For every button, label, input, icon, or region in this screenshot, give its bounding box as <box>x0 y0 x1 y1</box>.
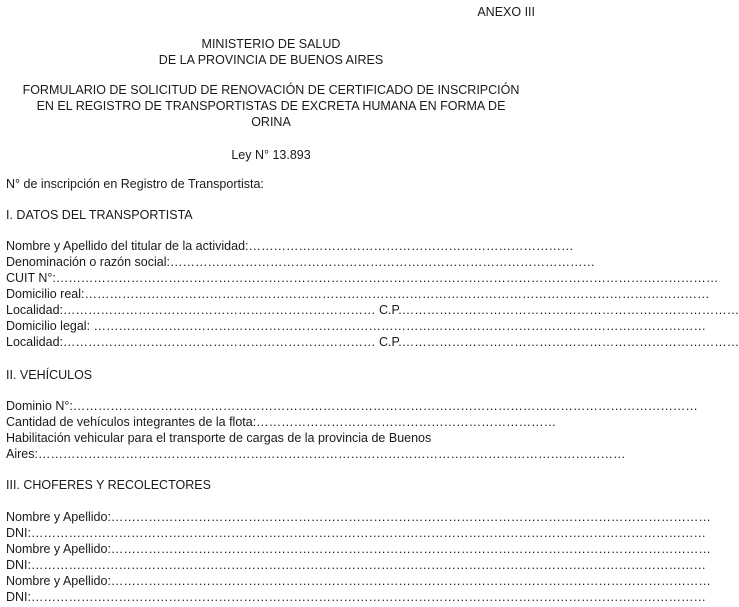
form-title-line-3: ORINA <box>251 115 291 129</box>
locality-1-label: Localidad: <box>6 303 63 317</box>
habilitation-line-1: Habilitación vehicular para el transporte de cargas de la provincia de Buenos <box>6 431 432 445</box>
law-reference: Ley N° 13.893 <box>231 148 311 162</box>
legal-address-field[interactable] <box>6 318 707 334</box>
section-3-heading: III. CHOFERES Y RECOLECTORES <box>6 478 211 492</box>
habilitation-line-2: Aires: <box>6 447 38 461</box>
business-name-field[interactable] <box>6 254 595 270</box>
fill-dots: ……………………………………………………………………………………………………………………………………………… <box>31 558 706 572</box>
driver-3-dni-field[interactable] <box>6 589 706 605</box>
fill-dots: ………………………………………………………………… <box>63 335 379 349</box>
fill-dots: ……………………………………………………………………………………………………………………………… <box>110 510 711 524</box>
fill-dots: …………………………………………………………………… <box>248 239 574 253</box>
fill-dots: ……………………………………………………………………… <box>401 303 739 317</box>
fill-dots: ………………………………………………………………… <box>63 303 379 317</box>
locality-2-label: Localidad: <box>6 335 63 349</box>
section-2-heading: II. VEHÍCULOS <box>6 368 93 382</box>
cuit-label: CUIT N°: <box>6 271 56 285</box>
driver-1-dni-field[interactable] <box>6 525 706 541</box>
legal-address-label: Domicilio legal: <box>6 319 94 333</box>
fill-dots: …………………………………………………………………………………………………………………………………………… <box>55 271 719 285</box>
real-address-field[interactable] <box>6 286 710 302</box>
driver-dni-label: DNI: <box>6 558 31 572</box>
locality-1-field[interactable] <box>6 302 739 318</box>
domain-field[interactable] <box>6 398 698 414</box>
domain-label: Dominio N°: <box>6 399 73 413</box>
annex-label: ANEXO III <box>477 5 535 19</box>
driver-name-label: Nombre y Apellido: <box>6 510 111 524</box>
fill-dots: ………………………………………………………………………………………………………………………………… <box>93 319 707 333</box>
owner-name-label: Nombre y Apellido del titular de la actividad: <box>6 239 249 253</box>
driver-dni-label: DNI: <box>6 590 31 604</box>
postal-code-1-label: C.P. <box>378 303 402 317</box>
vehicle-count-label: Cantidad de vehículos integrantes de la flota: <box>6 415 257 429</box>
fill-dots: …………………………………………………………………………………………………………………………………… <box>72 399 698 413</box>
driver-2-dni-field[interactable] <box>6 557 706 573</box>
habilitation-field[interactable] <box>6 446 626 462</box>
fill-dots: ……………………………………………………………………………………………………………………………………………… <box>31 526 706 540</box>
form-title <box>6 82 536 130</box>
owner-name-field[interactable] <box>6 238 574 254</box>
fill-dots: ……………………………………………………………………………………………………………………………………………… <box>31 590 706 604</box>
fill-dots: ……………………………………………………………………… <box>401 335 739 349</box>
driver-dni-label: DNI: <box>6 526 31 540</box>
real-address-label: Domicilio real: <box>6 287 85 301</box>
form-title-line-1: FORMULARIO DE SOLICITUD DE RENOVACIÓN DE CERTIFICADO DE INSCRIPCIÓN <box>22 83 520 97</box>
postal-code-2-label: C.P. <box>378 335 402 349</box>
fill-dots: ……………………………………………………………… <box>256 415 557 429</box>
ministry-header <box>6 36 536 68</box>
fill-dots: …………………………………………………………………………………………………………………………… <box>37 447 626 461</box>
locality-2-field[interactable] <box>6 334 739 350</box>
fill-dots: ……………………………………………………………………………………………………………………………… <box>110 542 711 556</box>
driver-name-label: Nombre y Apellido: <box>6 574 111 588</box>
section-1-heading: I. DATOS DEL TRANSPORTISTA <box>6 208 193 222</box>
driver-3-name-field[interactable] <box>6 573 711 589</box>
business-name-label: Denominación o razón social: <box>6 255 170 269</box>
cuit-field[interactable] <box>6 270 719 286</box>
fill-dots: ……………………………………………………………………………………………………………………………… <box>110 574 711 588</box>
vehicle-count-field[interactable] <box>6 414 557 430</box>
driver-name-label: Nombre y Apellido: <box>6 542 111 556</box>
ministry-line-1: MINISTERIO DE SALUD <box>201 37 341 51</box>
fill-dots: ………………………………………………………………………………………… <box>169 255 595 269</box>
driver-2-name-field[interactable] <box>6 541 711 557</box>
driver-1-name-field[interactable] <box>6 509 711 525</box>
fill-dots: …………………………………………………………………………………………………………………………………… <box>84 287 710 301</box>
registration-number-label: N° de inscripción en Registro de Transportista: <box>6 177 264 191</box>
form-title-line-2: EN EL REGISTRO DE TRANSPORTISTAS DE EXCRETA HUMANA EN FORMA DE <box>36 99 506 113</box>
ministry-line-2: DE LA PROVINCIA DE BUENOS AIRES <box>158 53 384 67</box>
